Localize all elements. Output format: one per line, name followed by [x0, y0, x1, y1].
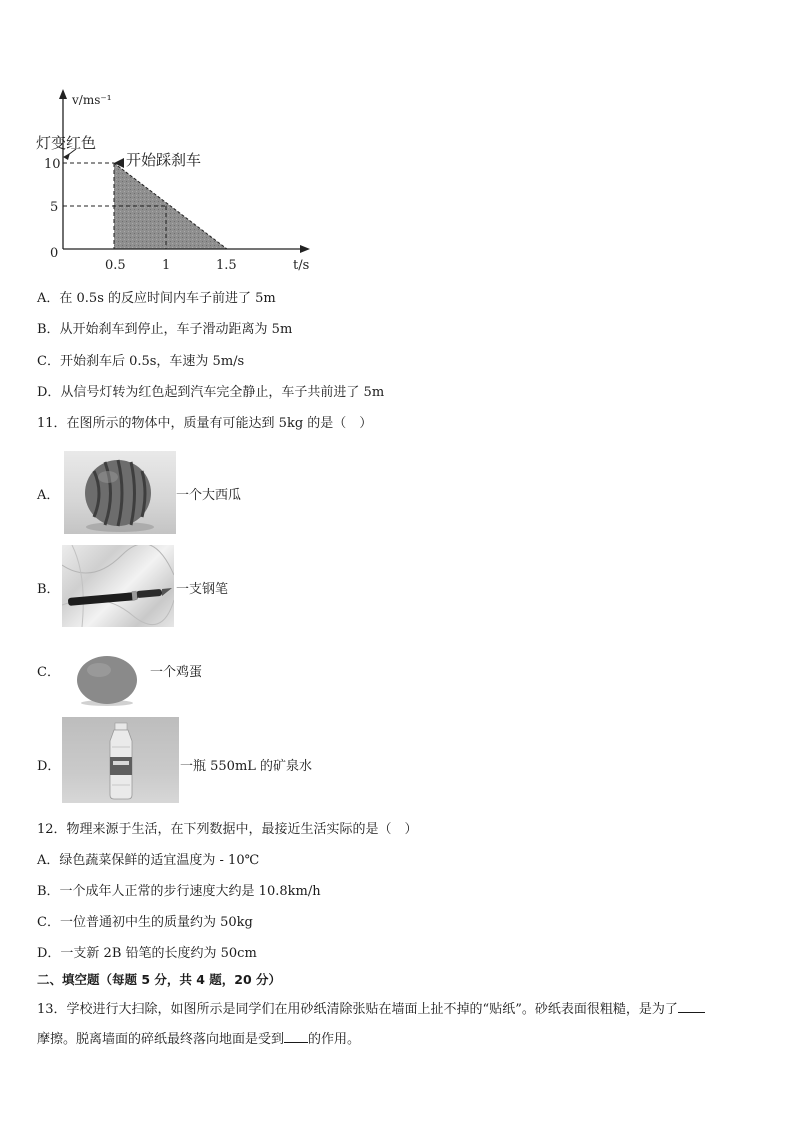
- q10-option-d: D．从信号灯转为红色起到汽车完全静止，车子共前进了 5m: [37, 385, 385, 400]
- q13-text-part1: 13．学校进行大扫除，如图所示是同学们在用砂纸清除张贴在墙面上扯不掉的“贴纸”。砂纸表面很粗糙，是为了: [37, 1002, 678, 1017]
- y-tick-10: 10: [44, 157, 61, 172]
- q12-stem: 12．物理来源于生活，在下列数据中，最接近生活实际的是（ ）: [37, 822, 418, 837]
- q11-option-c-letter: C．: [37, 665, 60, 680]
- q10-option-c: C．开始刹车后 0.5s，车速为 5m/s: [37, 354, 245, 369]
- q11-option-b-caption: 一支钢笔: [176, 582, 229, 597]
- q11-option-a-caption: 一个大西瓜: [176, 488, 242, 503]
- q12-option-c: C．一位普通初中生的质量约为 50kg: [37, 915, 253, 930]
- x-tick-0.5: 0.5: [105, 258, 126, 273]
- x-tick-1.5: 1.5: [216, 258, 237, 273]
- q13-line-1: [37, 1000, 705, 1018]
- q13-blank-2[interactable]: [284, 1030, 308, 1043]
- q11-stem: 11．在图所示的物体中，质量有可能达到 5kg 的是（ ）: [37, 416, 373, 431]
- q11-option-d-caption: 一瓶 550mL 的矿泉水: [180, 759, 313, 774]
- annotation-red-light: 灯变红色: [36, 134, 97, 152]
- pen-image: [62, 545, 174, 627]
- y-axis-label: v/ms⁻¹: [72, 93, 112, 107]
- q10-option-a: A．在 0.5s 的反应时间内车子前进了 5m: [37, 291, 276, 306]
- q13-line-2: [37, 1030, 360, 1048]
- x-axis-label: t/s: [293, 258, 310, 273]
- q12-option-d: D．一支新 2B 铅笔的长度约为 50cm: [37, 946, 257, 961]
- q11-option-c-caption: 一个鸡蛋: [150, 665, 203, 680]
- q11-option-d-letter: D．: [37, 759, 61, 774]
- q13-blank-1[interactable]: [678, 1000, 705, 1013]
- water-bottle-image: [62, 717, 179, 803]
- x-tick-1: 1: [162, 258, 171, 273]
- annotation-brake: 开始踩刹车: [126, 151, 202, 169]
- x-axis-arrow: [300, 245, 310, 253]
- y-axis-arrow: [59, 89, 67, 99]
- q13-text-part2: 摩擦。脱离墙面的碎纸最终落向地面是受到: [37, 1032, 285, 1047]
- velocity-time-graph: [30, 85, 330, 275]
- q12-option-a: A．绿色蔬菜保鲜的适宜温度为 - 10℃: [37, 853, 260, 868]
- egg-image: [75, 653, 139, 707]
- q13-text-part3: 的作用。: [308, 1032, 361, 1047]
- section-heading-fill-blank: 二、填空题（每题 5 分，共 4 题，20 分）: [37, 972, 282, 987]
- watermelon-image: [64, 451, 176, 534]
- q12-option-b: B．一个成年人正常的步行速度大约是 10.8km/h: [37, 884, 321, 899]
- q11-option-a-letter: A．: [37, 488, 60, 503]
- q10-option-b: B．从开始刹车到停止，车子滑动距离为 5m: [37, 322, 293, 337]
- y-tick-0: 0: [50, 246, 59, 261]
- q11-option-b-letter: B．: [37, 582, 60, 597]
- y-tick-5: 5: [50, 200, 59, 215]
